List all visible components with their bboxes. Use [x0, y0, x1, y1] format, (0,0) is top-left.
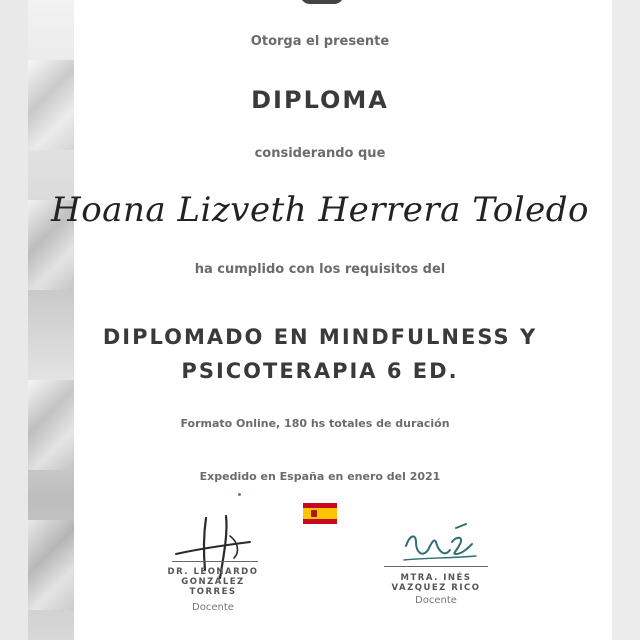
- intro-text: Otorga el presente: [250, 34, 390, 49]
- program-line-2: PSICOTERAPIA 6 ED.: [181, 359, 459, 383]
- fulfilled-text: ha cumplido con los requisitos del: [194, 262, 446, 277]
- recipient-name: Hoana Lizveth Herrera Toledo: [51, 190, 589, 230]
- signature-2-line: [384, 566, 488, 567]
- program-line-1: DIPLOMADO EN MINDFULNESS Y: [102, 325, 538, 349]
- considering-text: considerando que: [254, 146, 386, 161]
- spain-flag-icon: [303, 503, 337, 524]
- issued-text: Expedido en España en enero del 2021: [199, 470, 441, 483]
- signatory-2-role: Docente: [415, 595, 457, 606]
- emblem-fragment: [300, 0, 344, 4]
- decorative-dot: [238, 493, 241, 496]
- format-text: Formato Online, 180 hs totales de duración: [180, 417, 450, 430]
- signatory-1-role: Docente: [192, 602, 234, 613]
- signatory-2-name: MTRA. INÉS VAZQUEZ RICO: [391, 573, 481, 593]
- signature-1-line: [172, 561, 258, 562]
- diploma-title: DIPLOMA: [251, 86, 389, 114]
- signatory-1-name: DR. LEONARDO GONZÁLEZ TORRES: [167, 567, 259, 597]
- signature-2-icon: [400, 520, 480, 568]
